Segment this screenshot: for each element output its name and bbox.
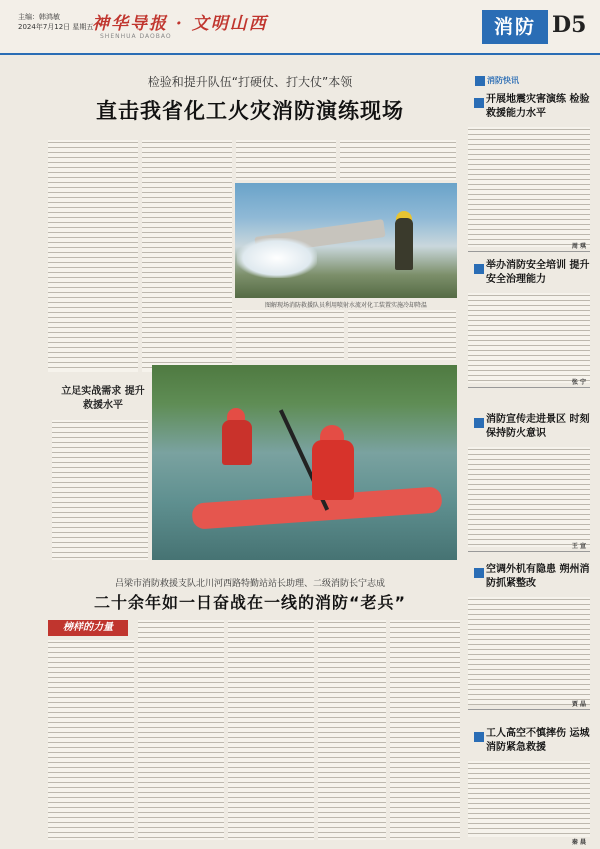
article-subtitle: 立足实战需求 提升救援水平 xyxy=(61,386,145,411)
body-text xyxy=(340,140,456,180)
sidebar-item-title: 开展地震灾害演练 检验救援能力水平 xyxy=(486,94,590,119)
article-headline: 二十余年如一日奋战在一线的消防“老兵” xyxy=(93,593,407,612)
body-text xyxy=(138,620,224,840)
article-kicker: 检验和提升队伍“打硬仗、打大仗”本领 xyxy=(147,75,353,89)
news-bullet-icon xyxy=(474,264,484,274)
header-meta xyxy=(18,12,93,32)
body-text xyxy=(390,620,460,840)
header-sub: SHENHUA DAOBAO xyxy=(100,33,172,40)
body-text xyxy=(236,310,344,360)
divider xyxy=(468,551,590,552)
water-rescue-photo xyxy=(152,365,457,560)
news-bullet-icon xyxy=(474,568,484,578)
body-text xyxy=(236,140,336,180)
fire-drill-photo xyxy=(235,183,457,298)
byline: 张 宁 xyxy=(571,379,586,386)
news-sidebar xyxy=(468,65,590,845)
news-bullet-icon xyxy=(474,732,484,742)
news-bullet-icon xyxy=(474,418,484,428)
article-kicker: 吕梁市消防救援支队北川河西路特勤站站长助理、二级消防长宁志成 xyxy=(114,579,385,589)
byline: 王 宣 xyxy=(571,543,586,550)
body-text xyxy=(348,310,456,360)
body-text xyxy=(468,293,590,383)
byline: 贾 晶 xyxy=(571,701,586,708)
editor-line: 主编：韩鸿敏 xyxy=(18,13,60,21)
sidebar-logo-label: 消防快讯 xyxy=(487,76,519,85)
byline: 秦 晨 xyxy=(571,839,586,846)
byline: 周 琪 xyxy=(571,243,586,250)
article-headline: 直击我省化工火灾消防演练现场 xyxy=(96,99,404,123)
body-text xyxy=(48,640,134,840)
body-text xyxy=(318,620,386,840)
sidebar-item-title: 消防宣传走进景区 时刻保持防火意识 xyxy=(486,414,590,439)
divider xyxy=(468,709,590,710)
body-text xyxy=(468,597,590,705)
sidebar-item-title: 举办消防安全培训 提升安全治理能力 xyxy=(486,260,590,285)
section-brand: 消防 xyxy=(482,10,548,44)
photo-caption: 图解现场消防救援队员利用喷射水流对化工装置实施冷却降温 xyxy=(264,302,427,309)
body-text xyxy=(52,420,148,560)
body-text xyxy=(142,140,232,372)
column-tag: 榜样的力量 xyxy=(48,620,128,636)
body-text xyxy=(468,127,590,247)
divider xyxy=(468,251,590,252)
page-header xyxy=(0,0,600,55)
sidebar-item-title: 工人高空不慎摔伤 运城消防紧急救援 xyxy=(486,728,590,753)
sidebar-item-title: 空调外机有隐患 朔州消防抓紧整改 xyxy=(486,564,590,589)
body-text xyxy=(228,620,314,840)
body-text xyxy=(468,447,590,547)
page-number: D5 xyxy=(552,12,587,38)
sidebar-logo xyxy=(475,70,533,85)
fire-logo-icon xyxy=(475,76,485,86)
news-bullet-icon xyxy=(474,98,484,108)
body-text xyxy=(48,140,138,372)
divider xyxy=(468,387,590,388)
body-text xyxy=(468,761,590,837)
header-slogan: 神华导报 · 文明山西 xyxy=(92,14,268,34)
date-line: 2024年7月12日 星期五 xyxy=(18,23,94,31)
